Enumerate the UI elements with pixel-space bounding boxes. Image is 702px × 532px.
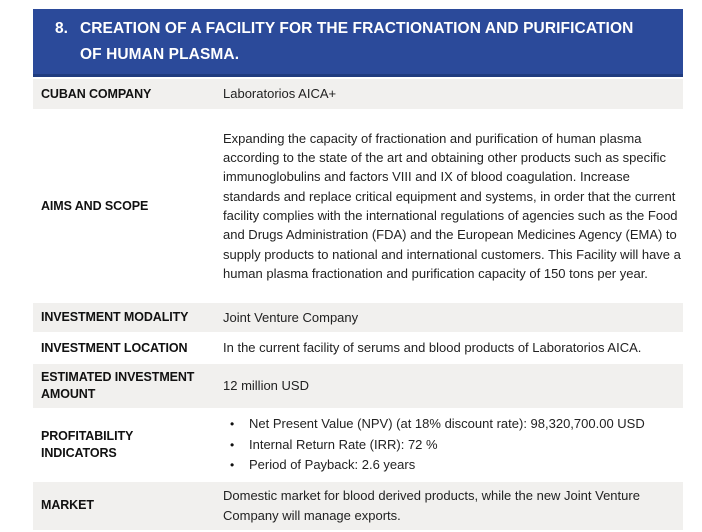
row-aims-and-scope	[33, 111, 683, 301]
row-profitability-indicators	[33, 410, 683, 480]
row-investment-location	[33, 334, 683, 362]
row-label: CUBAN COMPANY	[41, 86, 152, 101]
row-label: INVESTMENT LOCATION	[41, 340, 188, 355]
section-title: CREATION OF A FACILITY FOR THE FRACTIONATION AND PURIFICATION OF HUMAN PLASMA.	[79, 20, 634, 63]
row-label: INVESTMENT MODALITY	[41, 310, 189, 324]
bullet-icon: •	[230, 417, 235, 431]
bullet-item-irr	[223, 435, 679, 456]
profitability-bullet-list	[223, 414, 679, 476]
row-value: Domestic market for blood derived products, while the new Joint Venture Company will manage exports.	[223, 487, 640, 523]
row-label: PROFITABILITY INDICATORS	[41, 428, 133, 460]
row-value: In the current facility of serums and blood products of Laboratorios AICA.	[223, 340, 642, 356]
row-value: 12 million USD	[223, 378, 309, 394]
bullet-text: Period of Payback: 2.6 years	[249, 457, 416, 472]
row-label: AIMS AND SCOPE	[41, 198, 149, 213]
row-value	[223, 410, 683, 480]
bullet-text: Net Present Value (NPV) (at 18% discount rate): 98,320,700.00 USD	[249, 416, 645, 431]
bullet-item-payback	[223, 455, 679, 476]
row-label: ESTIMATED INVESTMENT AMOUNT	[41, 370, 195, 401]
section-number: 8.	[55, 20, 68, 37]
facility-table	[33, 79, 683, 530]
bullet-item-npv	[223, 414, 679, 435]
row-value: Joint Venture Company	[223, 309, 359, 325]
row-value: Laboratorios AICA+	[223, 86, 337, 102]
row-investment-modality	[33, 303, 683, 332]
bullet-text: Internal Return Rate (IRR): 72 %	[249, 436, 438, 452]
row-estimated-investment-amount	[33, 364, 683, 408]
bullet-icon: •	[230, 458, 235, 472]
investment-fact-sheet	[33, 9, 683, 532]
row-cuban-company	[33, 79, 683, 109]
section-header-banner	[33, 9, 683, 77]
row-label: MARKET	[41, 498, 94, 512]
bullet-icon: •	[230, 437, 235, 452]
row-value: Expanding the capacity of fractionation and purification of human plasma according to the state of the art and obtaining other products such as specific immunoglobulins and factors VIII and IX of blood coagulation. Increase standards and replace critical equipment and systems, in order that the current facility complies with the international regulations of agencies such as the Food and Drugs Administration (FDA) and the European Medicines Agency (EMA) to supply products to national and international customers. This Facility will have a human plasma fractionation and purification capacity of 150 tons per year.	[223, 130, 681, 281]
row-market	[33, 482, 683, 530]
